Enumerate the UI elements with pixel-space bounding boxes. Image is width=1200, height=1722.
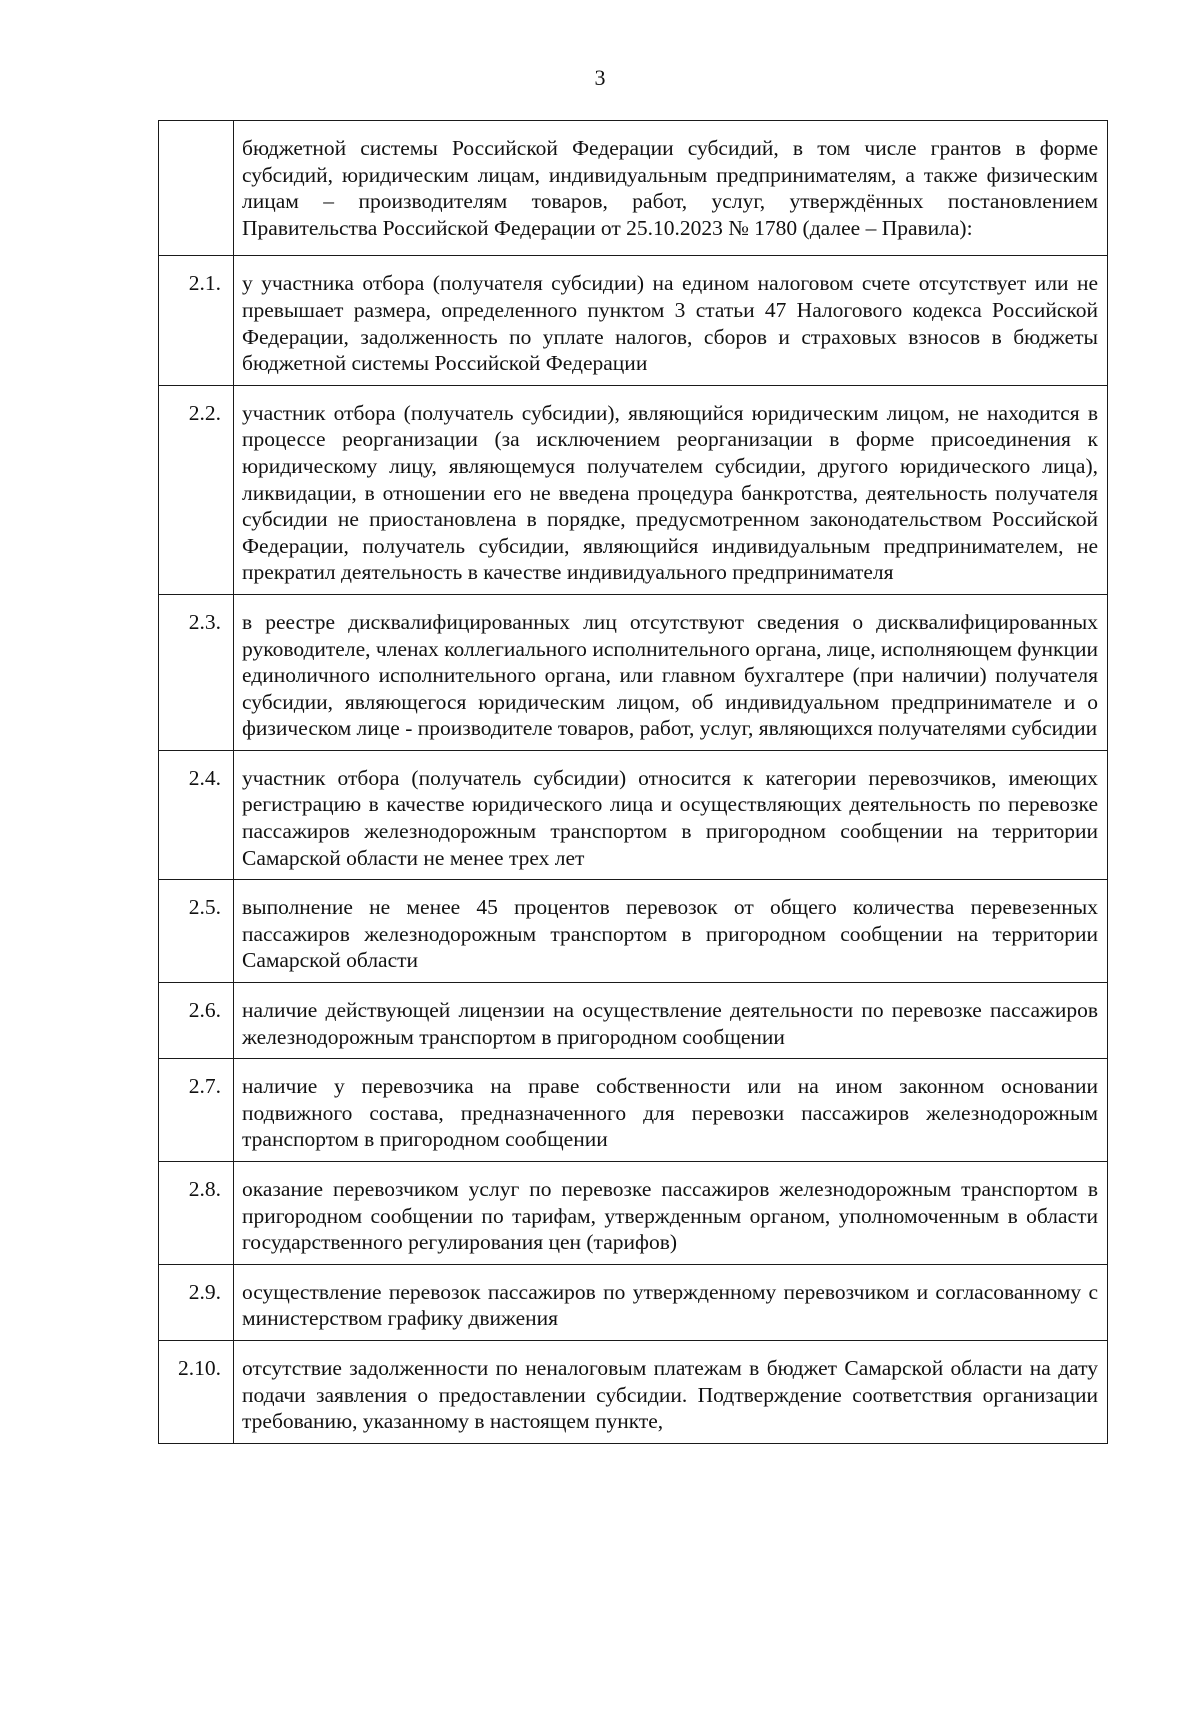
row-text: бюджетной системы Российской Федерации субсидий, в том числе грантов в форме субсидий, юридическим лицам, индивидуальным предпринимателям, а также физическим лицам – производителям товаров, работ, услуг, утверждённых постановлением Правительства Российской Федерации от 25.10.2023 № 1780 (далее – Правила): <box>234 121 1108 256</box>
row-number: 2.4. <box>159 750 234 879</box>
row-number: 2.5. <box>159 880 234 983</box>
row-text: оказание перевозчиком услуг по перевозке пассажиров железнодорожным транспортом в пригородном сообщении по тарифам, утвержденным органом, уполномоченным в области государственного регулирования цен (тарифов) <box>234 1162 1108 1265</box>
row-number: 2.8. <box>159 1162 234 1265</box>
row-text: у участника отбора (получателя субсидии) на едином налоговом счете отсутствует или не превышает размера, определенного пунктом 3 статьи 47 Налогового кодекса Российской Федерации, задолженность по уплате налогов, сборов и страховых взносов в бюджеты бюджетной системы Российской Федерации <box>234 256 1108 385</box>
table-row <box>159 1340 1108 1443</box>
table-row <box>159 750 1108 879</box>
row-text: участник отбора (получатель субсидии), являющийся юридическим лицом, не находится в процессе реорганизации (за исключением реорганизации в форме присоединения к юридическому лицу, являющемуся получателем субсидии, другого юридического лица), ликвидации, в отношении его не введена процедура банкротства, деятельность получателя субсидии не приостановлена в порядке, предусмотренном законодательством Российской Федерации, получатель субсидии, являющийся индивидуальным предпринимателем, не прекратил деятельность в качестве индивидуального предпринимателя <box>234 385 1108 594</box>
table-row <box>159 385 1108 594</box>
row-text: осуществление перевозок пассажиров по утвержденному перевозчиком и согласованному с министерством графику движения <box>234 1264 1108 1340</box>
row-number: 2.2. <box>159 385 234 594</box>
row-number: 2.9. <box>159 1264 234 1340</box>
row-number: 2.10. <box>159 1340 234 1443</box>
row-text: наличие действующей лицензии на осуществление деятельности по перевозке пассажиров железнодорожным транспортом в пригородном сообщении <box>234 983 1108 1059</box>
table-row <box>159 1059 1108 1162</box>
table-row <box>159 1264 1108 1340</box>
table-row <box>159 121 1108 256</box>
table-row <box>159 256 1108 385</box>
row-text: отсутствие задолженности по неналоговым платежам в бюджет Самарской области на дату подачи заявления о предоставлении субсидии. Подтверждение соответствия организации требованию, указанному в настоящем пункте, <box>234 1340 1108 1443</box>
row-text: в реестре дисквалифицированных лиц отсутствуют сведения о дисквалифицированных руководителе, членах коллегиального исполнительного органа, лице, исполняющем функции единоличного исполнительного органа, или главном бухгалтере (при наличии) получателя субсидии, являющегося юридическим лицом, об индивидуальном предпринимателе и о физическом лице - производителе товаров, работ, услуг, являющихся получателями субсидии <box>234 594 1108 750</box>
requirements-table <box>158 120 1108 1444</box>
table-row <box>159 594 1108 750</box>
table-row <box>159 1162 1108 1265</box>
row-text: выполнение не менее 45 процентов перевозок от общего количества перевезенных пассажиров железнодорожным транспортом в пригородном сообщении на территории Самарской области <box>234 880 1108 983</box>
row-text: наличие у перевозчика на праве собственности или на ином законном основании подвижного состава, предназначенного для перевозки пассажиров железнодорожным транспортом в пригородном сообщении <box>234 1059 1108 1162</box>
table-row <box>159 880 1108 983</box>
table-row <box>159 983 1108 1059</box>
row-number <box>159 121 234 256</box>
row-number: 2.3. <box>159 594 234 750</box>
row-number: 2.1. <box>159 256 234 385</box>
page-number: 3 <box>594 65 606 90</box>
row-number: 2.6. <box>159 983 234 1059</box>
row-text: участник отбора (получатель субсидии) относится к категории перевозчиков, имеющих регистрацию в качестве юридического лица и осуществляющих деятельность по перевозке пассажиров железнодорожным транспортом в пригородном сообщении на территории Самарской области не менее трех лет <box>234 750 1108 879</box>
row-number: 2.7. <box>159 1059 234 1162</box>
